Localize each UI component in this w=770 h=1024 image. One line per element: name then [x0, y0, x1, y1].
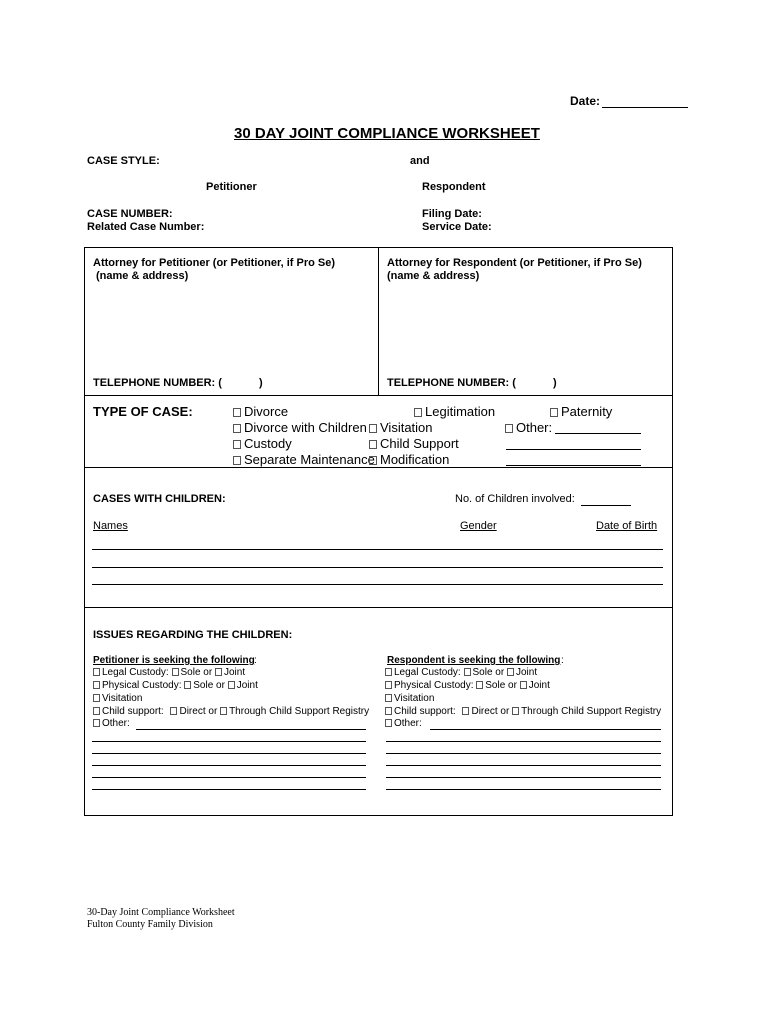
checkbox-icon[interactable]	[512, 707, 519, 715]
service-date-label: Service Date:	[422, 221, 492, 233]
child-entry-line[interactable]	[92, 584, 663, 585]
option-divorce[interactable]: Divorce	[233, 404, 288, 419]
checkbox-icon[interactable]	[520, 681, 527, 689]
checkbox-icon[interactable]	[93, 694, 100, 702]
respondent-child-support[interactable]: Child support: Direct or Through Child Support Registry	[385, 706, 661, 717]
respondent-other[interactable]: Other:	[385, 718, 422, 729]
children-box	[84, 467, 673, 608]
petitioner-other-field[interactable]	[136, 729, 366, 730]
petitioner-entry-line[interactable]	[92, 753, 366, 754]
checkbox-icon[interactable]	[170, 707, 177, 715]
date-field[interactable]	[602, 107, 688, 108]
checkbox-icon[interactable]	[505, 424, 513, 433]
checkbox-icon[interactable]	[385, 681, 392, 689]
gender-column-header: Gender	[460, 520, 497, 532]
filing-date-label: Filing Date:	[422, 208, 482, 220]
checkbox-icon[interactable]	[184, 681, 191, 689]
checkbox-icon[interactable]	[464, 668, 471, 676]
dob-column-header: Date of Birth	[596, 520, 658, 532]
checkbox-icon[interactable]	[385, 707, 392, 715]
option-visitation[interactable]: Visitation	[369, 420, 433, 435]
respondent-entry-line[interactable]	[386, 741, 661, 742]
other-case-type-line-2[interactable]	[506, 449, 641, 450]
petitioner-visitation[interactable]: Visitation	[93, 693, 142, 704]
other-case-type-line-3[interactable]	[506, 465, 641, 466]
checkbox-icon[interactable]	[220, 707, 227, 715]
checkbox-icon[interactable]	[93, 707, 100, 715]
issues-label: ISSUES REGARDING THE CHILDREN:	[93, 629, 293, 641]
checkbox-icon[interactable]	[93, 681, 100, 689]
checkbox-icon[interactable]	[233, 440, 241, 449]
checkbox-icon[interactable]	[369, 440, 377, 449]
footer-line-2: Fulton County Family Division	[87, 919, 213, 930]
checkbox-icon[interactable]	[233, 408, 241, 417]
checkbox-icon[interactable]	[385, 694, 392, 702]
children-count-label: No. of Children involved:	[455, 493, 575, 505]
petitioner-telephone-label: TELEPHONE NUMBER: (	[93, 377, 222, 389]
petitioner-child-support[interactable]: Child support: Direct or Through Child Support Registry	[93, 706, 369, 717]
attorney-divider	[378, 247, 379, 396]
cases-with-children-label: CASES WITH CHILDREN:	[93, 493, 226, 505]
respondent-physical-custody[interactable]: Physical Custody: Sole or Joint	[385, 680, 550, 691]
petitioner-attorney-sub: (name & address)	[96, 270, 189, 282]
petitioner-other[interactable]: Other:	[93, 718, 130, 729]
and-label: and	[410, 155, 430, 167]
petitioner-telephone-close: )	[259, 377, 263, 389]
type-of-case-label: TYPE OF CASE:	[93, 404, 193, 419]
footer-line-1: 30-Day Joint Compliance Worksheet	[87, 907, 235, 918]
petitioner-entry-line[interactable]	[92, 741, 366, 742]
names-column-header: Names	[93, 520, 128, 532]
other-case-type-field[interactable]	[555, 433, 641, 434]
colon: :	[561, 655, 564, 666]
checkbox-icon[interactable]	[550, 408, 558, 417]
option-separate-maintenance[interactable]: Separate Maintenance	[233, 452, 375, 467]
checkbox-icon[interactable]	[414, 408, 422, 417]
petitioner-physical-custody[interactable]: Physical Custody: Sole or Joint	[93, 680, 258, 691]
petitioner-attorney-heading: Attorney for Petitioner (or Petitioner, if Pro Se)	[93, 257, 336, 269]
respondent-entry-line[interactable]	[386, 789, 661, 790]
checkbox-icon[interactable]	[233, 424, 241, 433]
checkbox-icon[interactable]	[233, 456, 241, 465]
checkbox-icon[interactable]	[228, 681, 235, 689]
petitioner-seeking-heading: Petitioner is seeking the following	[93, 655, 255, 666]
petitioner-entry-line[interactable]	[92, 777, 366, 778]
related-case-number-label: Related Case Number:	[87, 221, 205, 233]
checkbox-icon[interactable]	[385, 719, 392, 727]
petitioner-label: Petitioner	[206, 181, 257, 193]
option-paternity[interactable]: Paternity	[550, 404, 612, 419]
respondent-entry-line[interactable]	[386, 777, 661, 778]
petitioner-entry-line[interactable]	[92, 789, 366, 790]
children-count-field[interactable]	[581, 505, 631, 506]
child-entry-line[interactable]	[92, 549, 663, 550]
option-child-support[interactable]: Child Support	[369, 436, 459, 451]
page-title: 30 DAY JOINT COMPLIANCE WORKSHEET	[234, 125, 540, 142]
option-other[interactable]: Other:	[505, 420, 552, 435]
option-legitimation[interactable]: Legitimation	[414, 404, 495, 419]
petitioner-entry-line[interactable]	[92, 765, 366, 766]
checkbox-icon[interactable]	[172, 668, 179, 676]
respondent-telephone-close: )	[553, 377, 557, 389]
petitioner-legal-custody[interactable]: Legal Custody: Sole or Joint	[93, 667, 245, 678]
checkbox-icon[interactable]	[93, 719, 100, 727]
respondent-entry-line[interactable]	[386, 753, 661, 754]
checkbox-icon[interactable]	[507, 668, 514, 676]
option-custody[interactable]: Custody	[233, 436, 292, 451]
date-label: Date:	[570, 94, 601, 108]
child-entry-line[interactable]	[92, 567, 663, 568]
checkbox-icon[interactable]	[462, 707, 469, 715]
respondent-attorney-heading: Attorney for Respondent (or Petitioner, if Pro Se)	[387, 257, 642, 269]
respondent-visitation[interactable]: Visitation	[385, 693, 434, 704]
checkbox-icon[interactable]	[476, 681, 483, 689]
colon: :	[254, 655, 257, 666]
option-divorce-with-children[interactable]: Divorce with Children	[233, 420, 367, 435]
checkbox-icon[interactable]	[369, 456, 377, 465]
respondent-entry-line[interactable]	[386, 765, 661, 766]
respondent-other-field[interactable]	[430, 729, 661, 730]
checkbox-icon[interactable]	[385, 668, 392, 676]
respondent-seeking-heading: Respondent is seeking the following	[387, 655, 561, 666]
case-number-label: CASE NUMBER:	[87, 208, 173, 220]
respondent-label: Respondent	[422, 181, 486, 193]
case-style-label: CASE STYLE:	[87, 155, 160, 167]
respondent-legal-custody[interactable]: Legal Custody: Sole or Joint	[385, 667, 537, 678]
checkbox-icon[interactable]	[369, 424, 377, 433]
respondent-attorney-sub: (name & address)	[387, 270, 480, 282]
checkbox-icon[interactable]	[215, 668, 222, 676]
checkbox-icon[interactable]	[93, 668, 100, 676]
respondent-telephone-label: TELEPHONE NUMBER: (	[387, 377, 516, 389]
option-modification[interactable]: Modification	[369, 452, 449, 467]
